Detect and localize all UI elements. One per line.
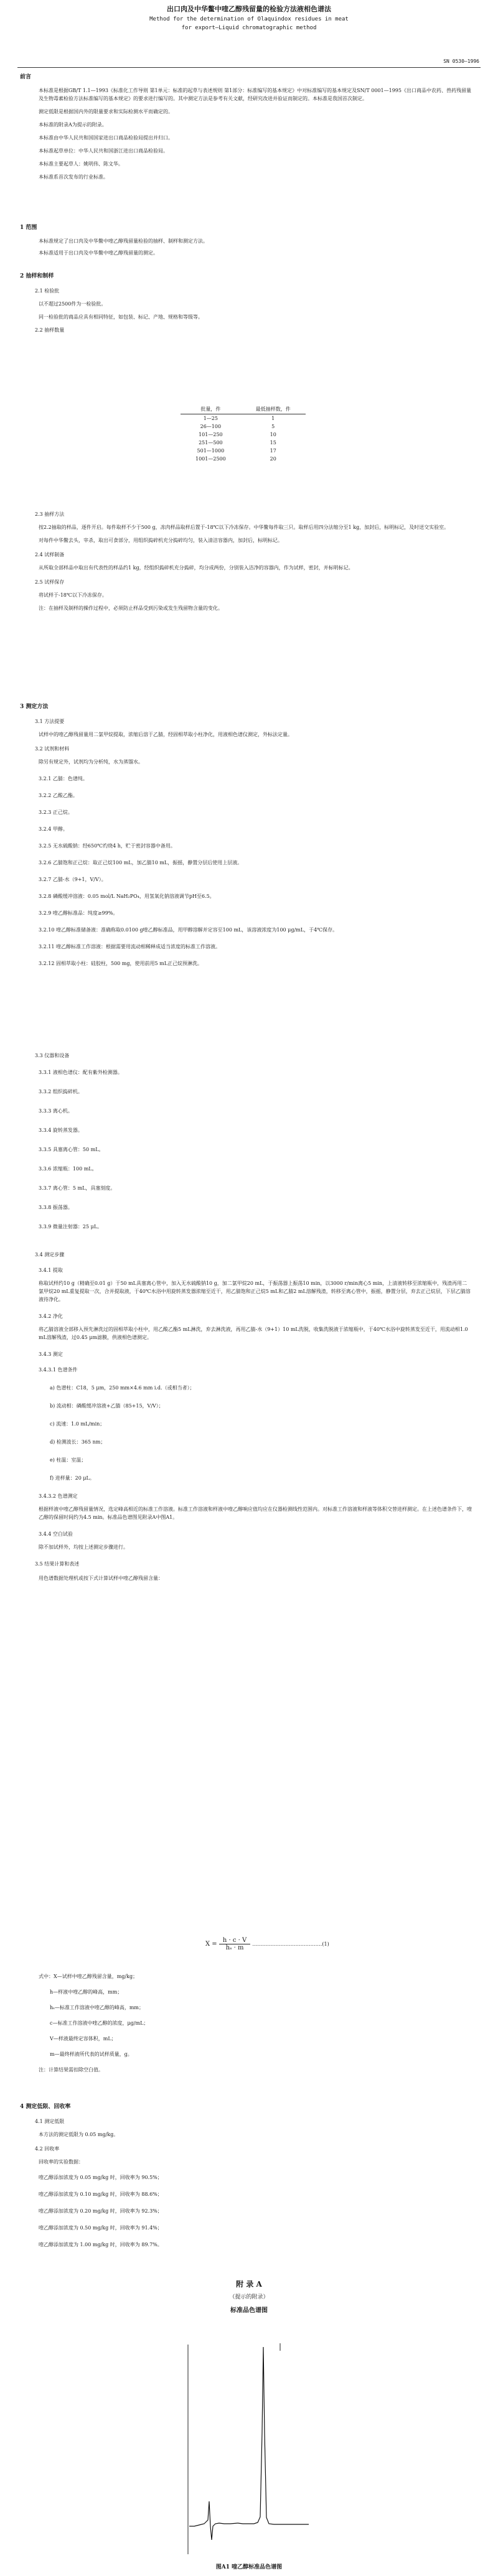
table-cell: 1 — [271, 416, 275, 421]
chromatographic-condition: b) 流动相：磷酸缓冲溶液+乙腈（85+15，V/V）； — [50, 1403, 164, 1409]
apparatus-item: 3.3.4 旋转蒸发器。 — [39, 1127, 83, 1133]
table-cell: 101—250 — [199, 432, 223, 437]
paragraph: 本标准规定了出口肉及中华鳖中喹乙醇残留量检验的抽样、制样和测定方法。 — [39, 238, 208, 244]
paragraph: 将试样于-18℃以下冷冻保存。 — [39, 592, 107, 598]
paragraph: 从所取全部样品中取出有代表性的样品约1 kg，经组织捣碎机充分捣碎，均分成两份，分别装入洁净的容器内，作为试样，密封，并标明标记。 — [39, 565, 354, 571]
reagent-item: 3.2.2 乙酸乙酯。 — [39, 793, 78, 798]
apparatus-item: 3.3.3 离心机。 — [39, 1108, 73, 1114]
clause-heading: 2.3 抽样方法 — [35, 511, 65, 517]
appendix-title: 附 录 A — [236, 2280, 262, 2289]
foreword-paragraph: 本标准系首次发布的行业标准。 — [39, 174, 108, 180]
table-row — [181, 414, 306, 423]
table-cell: 1—25 — [203, 416, 218, 421]
section-heading: 3 测定方法 — [20, 704, 49, 710]
table-row — [181, 455, 306, 463]
formula-variable: hₛ—标准工作溶液中喹乙醇的峰高，mm； — [50, 2005, 144, 2010]
clause-heading: 3.1 方法提要 — [35, 719, 65, 724]
formula-number: ……………………………………(1) — [252, 1941, 329, 1947]
note: 注：计算结果需扣除空白值。 — [39, 2067, 103, 2073]
clause-heading: 3.4.3 测定 — [39, 1351, 63, 1357]
clause-heading: 3.5 结果计算和表述 — [35, 1561, 80, 1567]
formula-variables — [0, 1972, 498, 2074]
clause-heading: 3.4.2 净化 — [39, 1314, 63, 1319]
clause-heading: 3.4.1 提取 — [39, 1267, 63, 1273]
foreword-heading: 前言 — [20, 74, 32, 80]
paragraph: 本方法的测定低限为 0.05 mg/kg。 — [39, 2132, 119, 2137]
reagent-item: 3.2.8 磷酸缓冲溶液：0.05 mol/L NaH₂PO₄，用氢氧化钠溶液调节pH至6.5。 — [39, 894, 215, 899]
clause-heading: 2.4 试样制备 — [35, 552, 65, 558]
paragraph: 根据样液中喹乙醇残留量情况，选定峰高相近的标准工作溶液。标准工作溶液和样液中喹乙醇响应值均应在仪器检测线性范围内。对标准工作溶液和样液等体积交替进样测定。在上述色谱条件下，喹乙醇的保留时间约为4.5 min。标准品色谱图见附录A中图A1。 — [39, 1506, 472, 1520]
recovery-item: 喹乙醇添加浓度为 1.00 mg/kg 时，回收率为 89.7%。 — [39, 2242, 162, 2247]
clause-heading: 3.4.3.1 色谱条件 — [39, 1367, 78, 1373]
foreword-paragraph: 本标准主要起草人：姚明伟、陈文华。 — [39, 161, 123, 167]
appendix-name: 标准品色谱图 — [230, 2307, 268, 2314]
clause-heading: 2.2 抽样数量 — [35, 327, 65, 333]
reagent-item: 3.2.6 乙腈饱和正己烷：取正己烷100 mL，加乙腈10 mL，振摇，静置分层后使用上层液。 — [39, 860, 243, 866]
foreword-paragraph: 本标准是根据GB/T 1.1—1993《标准化工作导则 第1单元：标准的起草与表述规则 第1部分：标准编写的基本规定》中对标准编写的基本规定及SN/T 0001—1995《出口商品中农药、兽药残留量及生物毒素检验方法标准编写的基本规定》的要求进行编写的。其中测定方法是参考有关文献，经研究改进并验证而制定的。本标准是我国首次制定。 — [39, 88, 471, 101]
calculation-formula — [205, 1937, 329, 1951]
foreword-section — [0, 73, 498, 181]
table-cell: 501—1000 — [197, 448, 225, 454]
table-row — [181, 447, 306, 455]
section-limit-recovery — [0, 2103, 498, 2249]
formula-variable: m—最终样液所代表的试样质量，g。 — [50, 2051, 133, 2057]
apparatus-item: 3.3.1 液相色谱仪：配有紫外检测器。 — [39, 1070, 123, 1075]
table-cell: 10 — [270, 432, 276, 437]
section-heading: 1 范围 — [20, 225, 37, 231]
reagent-item: 3.2.5 无水硫酸钠：经650℃灼烧4 h，贮于密封容器中备用。 — [39, 843, 176, 849]
formula-variable: c—标准工作溶液中喹乙醇的浓度，μg/mL； — [50, 2020, 149, 2026]
apparatus-item: 3.3.8 振荡器。 — [39, 1205, 73, 1210]
paragraph: 本标准适用于出口肉及中华鳖中喹乙醇残留量的测定。 — [39, 250, 158, 256]
english-title-line-2: for export—Liquid chromatographic method — [181, 25, 317, 31]
apparatus-item: 3.3.5 具塞离心管：50 mL。 — [39, 1147, 104, 1152]
sampling-table — [181, 404, 306, 463]
table-header: 最低抽样数，件 — [241, 404, 306, 414]
reagent-item: 3.2.4 甲醇。 — [39, 826, 68, 832]
chromatographic-condition: f) 进样量：20 μL。 — [50, 1475, 95, 1481]
table-cell: 17 — [270, 448, 276, 454]
section-heading: 4 测定低限、回收率 — [20, 2104, 71, 2110]
clause-heading: 2.5 试样保存 — [35, 579, 65, 585]
reagent-item: 3.2.7 乙腈-水（9+1，V/V）。 — [39, 877, 106, 882]
reagent-item: 3.2.12 固相萃取小柱：硅胶柱，500 mg，使用前用5 mL正己烷预淋洗。 — [39, 961, 203, 966]
table-row — [181, 431, 306, 439]
paragraph: 按2.2抽取的样品，逐件开启。每件取样不少于500 g，冻肉样品取样后置于-18℃以下冷冻保存。中华鳖每件取三只。取样后用四分法缩分至1 kg，加封后，标明标记，及时送交实验室。 — [39, 525, 449, 530]
paragraph: 对每件中华鳖去头，宰杀，取出可食部分，用组织捣碎机充分捣碎均匀，装入清洁容器内，加封后，标明标记。 — [39, 538, 283, 543]
formula-variable: V—样液最终定容体积，mL； — [50, 2036, 116, 2042]
table-cell: 251—500 — [199, 440, 223, 446]
appendix-subtitle: （提示的附录） — [229, 2294, 269, 2300]
section-method — [0, 703, 498, 968]
formula-lhs: X = — [205, 1941, 217, 1948]
chromatographic-condition: a) 色谱柱：C18，5 μm，250 mm×4.6 mm i.d.（或相当者）； — [50, 1385, 195, 1391]
paragraph: 回收率的实验数据： — [39, 2159, 83, 2165]
chromatographic-condition: d) 检测波长：365 nm； — [50, 1439, 106, 1445]
formula-fraction — [219, 1937, 250, 1951]
chromatographic-condition: e) 柱温：室温； — [50, 1457, 87, 1463]
reagent-item: 3.2.10 喹乙醇标准储备液：准确称取0.0100 g喹乙醇标准品，用甲醇溶解并定容至100 mL，该溶液浓度为100 μg/mL，于4℃保存。 — [39, 927, 338, 933]
foreword-paragraph: 本标准由中华人民共和国国家进出口商品检验局提出并归口。 — [39, 135, 173, 141]
apparatus-item: 3.3.6 浓缩瓶：100 mL。 — [39, 1166, 97, 1172]
header-divider — [17, 67, 481, 68]
reagent-item: 3.2.9 喹乙醇标准品：纯度≥99%。 — [39, 910, 118, 916]
table-cell: 15 — [270, 440, 276, 446]
clause-heading: 3.3 仪器和设备 — [35, 1053, 70, 1058]
section-heading: 2 抽样和制样 — [20, 273, 54, 279]
english-title-line-1: Method for the determination of Olaquindox residues in meat — [149, 16, 349, 22]
recovery-item: 喹乙醇添加浓度为 0.20 mg/kg 时，回收率为 92.3%； — [39, 2208, 162, 2214]
table-cell: 20 — [270, 456, 276, 462]
formula-numerator: h · c · V — [219, 1937, 250, 1944]
paragraph: 称取试样约10 g（精确至0.01 g）于50 mL具塞离心管中，加入无水硫酸钠10 g，加二氯甲烷20 mL，于振荡器上振荡10 min，以3000 r/min离心5 min，上清液转移至浓缩瓶中，残渣再用二氯甲烷20 mL重复提取一次，合并提取液，于40℃水浴中用旋转蒸发器浓缩至近干，用乙腈饱和正己烷5 mL和乙腈2 mL溶解残渣，转移至离心管中，振摇，静置分层，弃去正己烷层，下层乙腈溶液待净化。 — [39, 1281, 471, 1302]
paragraph: 除另有规定外，试剂均为分析纯，水为蒸馏水。 — [39, 759, 143, 765]
table-cell: 26—100 — [200, 424, 222, 429]
formula-variable: h—样液中喹乙醇的峰高，mm； — [50, 1989, 123, 1995]
table-row — [181, 439, 306, 447]
clause-heading: 2.1 检验批 — [35, 288, 60, 294]
reagent-item: 3.2.1 乙腈：色谱纯。 — [39, 776, 88, 782]
document-title: 出口肉及中华鳖中喹乙醇残留量的检验方法液相色谱法 — [167, 5, 331, 13]
table-cell: 1001—2500 — [195, 456, 226, 462]
table-row — [181, 422, 306, 431]
section-procedure — [0, 1251, 498, 1582]
foreword-paragraph: 本标准起草单位：中华人民共和国浙江进出口商品检验局。 — [39, 148, 168, 154]
paragraph: 将乙腈溶液全部移入预先淋洗过的固相萃取小柱中，用乙酸乙酯5 mL淋洗，弃去淋洗液，再用乙腈-水（9+1）10 mL洗脱，收集洗脱液于浓缩瓶中，于40℃水浴中旋转蒸发至近干，用流动相1.0 mL溶解残渣，过0.45 μm滤膜，供液相色谱测定。 — [39, 1327, 468, 1340]
standard-code: SN 0530—1996 — [443, 58, 479, 64]
recovery-item: 喹乙醇添加浓度为 0.10 mg/kg 时，回收率为 88.6%； — [39, 2191, 162, 2197]
figure-caption: 图A1 喹乙醇标准品色谱图 — [215, 2564, 283, 2570]
foreword-paragraph: 测定低限是根据国内外的限量要求和实际检测水平而确定的。 — [39, 109, 173, 114]
apparatus-item: 3.3.9 微量注射器：25 μL。 — [39, 1224, 103, 1230]
chromatogram-figure — [181, 2340, 317, 2557]
reagent-item: 3.2.3 正己烷。 — [39, 810, 73, 815]
chromatographic-condition: c) 流速：1.0 mL/min； — [50, 1421, 105, 1427]
table-cell: 5 — [271, 424, 275, 429]
reagent-item: 3.2.11 喹乙醇标准工作溶液：根据需要用流动相稀释成适当浓度的标准工作溶液。 — [39, 944, 220, 950]
section-sampling — [0, 273, 498, 334]
paragraph: 同一检验批的商品应具有相同特征，如包装、标记、产地、规格和等级等。 — [39, 314, 203, 320]
recovery-item: 喹乙醇添加浓度为 0.50 mg/kg 时，回收率为 91.4%； — [39, 2225, 162, 2231]
apparatus-item: 3.3.7 离心管：5 mL，具塞刻度。 — [39, 1185, 116, 1191]
recovery-item: 喹乙醇添加浓度为 0.05 mg/kg 时，回收率为 90.5%； — [39, 2175, 162, 2180]
paragraph: 以不超过2500件为一检验批。 — [39, 301, 106, 307]
table-header: 批量，件 — [181, 404, 241, 414]
foreword-paragraph: 本标准的附录A为提示的附录。 — [39, 122, 107, 128]
paragraph: 试样中的喹乙醇残留量用二氯甲烷提取，浓缩后溶于乙腈，经固相萃取小柱净化，用液相色谱仪测定，外标法定量。 — [39, 732, 293, 737]
clause-heading: 3.4.3.2 色谱测定 — [39, 1493, 78, 1499]
section-scope — [0, 224, 498, 257]
clause-heading: 3.2 试剂和材料 — [35, 746, 70, 752]
clause-heading: 3.4.4 空白试验 — [39, 1531, 73, 1537]
clause-heading: 4.2 回收率 — [35, 2146, 60, 2152]
apparatus-item: 3.3.2 组织捣碎机。 — [39, 1089, 83, 1094]
paragraph: 用色谱数据处理机或按下式计算试样中喹乙醇残留含量： — [39, 1575, 163, 1581]
formula-where: 式中：X—试样中喹乙醇残留含量，mg/kg； — [39, 1974, 138, 1979]
section-apparatus — [0, 1052, 498, 1231]
clause-heading: 3.4 测定步骤 — [35, 1252, 65, 1258]
note: 注：在抽样及制样的操作过程中，必须防止样品受到污染或发生残留物含量的变化。 — [39, 605, 223, 611]
section-sampling-continued — [0, 510, 498, 612]
clause-heading: 4.1 测定低限 — [35, 2119, 65, 2124]
formula-denominator: hₛ · m — [225, 1944, 244, 1951]
paragraph: 除不加试样外，均按上述测定步骤进行。 — [39, 1544, 128, 1550]
